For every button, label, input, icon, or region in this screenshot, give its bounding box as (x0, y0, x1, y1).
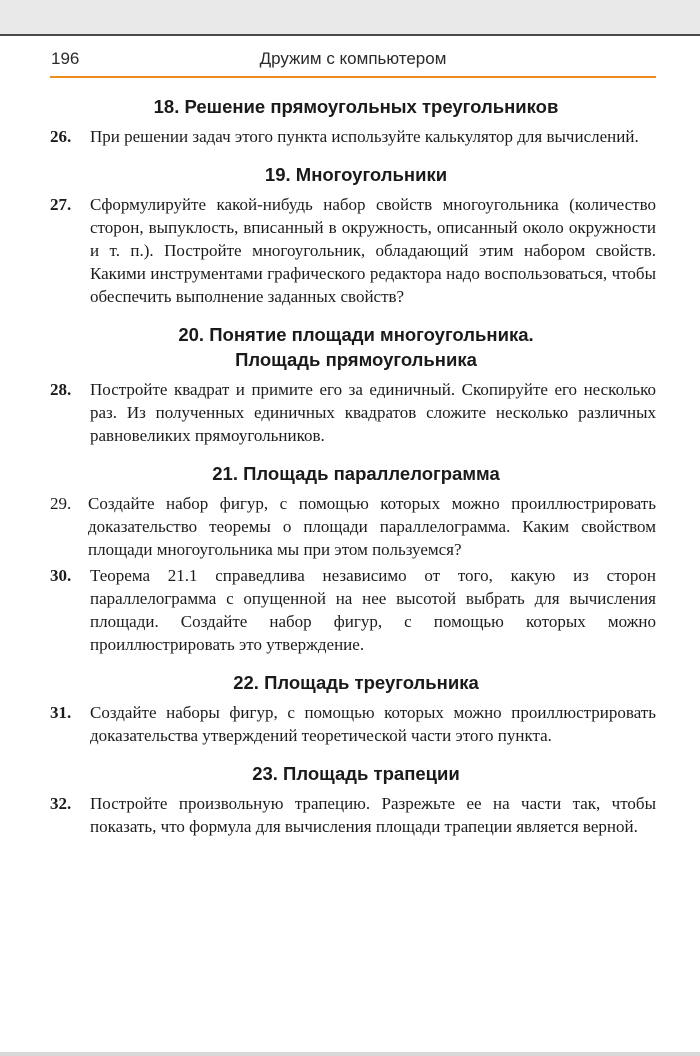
exercise-text: Постройте квадрат и примите его за единичный. Скопируйте его несколько раз. Из полученных единичных квадратов сложите несколько различных равновеликих прямоугольников. (90, 380, 656, 445)
exercise-text: Создайте наборы фигур, с помощью которых можно проиллюстрировать доказательства утверждений теоретической части этого пункта. (90, 703, 656, 745)
section-heading-18: 18. Решение прямоугольных треугольников (153, 96, 559, 117)
exercise-28 (50, 378, 656, 447)
exercise-text: Теорема 21.1 справедлива независимо от того, какую из сторон параллелограмма с опущенной на нее высотой выбрать для вычисления площади. Создайте набор фигур, с помощью которых можно проиллюстрировать это утверждение. (90, 566, 656, 654)
page-number: 196 (51, 49, 80, 68)
section-heading-20: 20. Понятие площади многоугольника. Площадь прямоугольника (178, 324, 534, 370)
exercise-30 (50, 564, 656, 656)
exercise-text: Сформулируйте какой-нибудь набор свойств многоугольника (количество сторон, выпуклость, вписанный в окружность, описанный около окружности и т. п.). Постройте многоугольник, обладающий этим набором свойств. Какими инструментами графического редактора надо воспользоваться, чтобы обеспечить выполнение заданных свойств? (90, 195, 656, 306)
exercise-number: 26. (50, 127, 72, 146)
section-heading-23: 23. Площадь трапеции (252, 763, 460, 784)
section-heading-22: 22. Площадь треугольника (233, 672, 479, 693)
running-header (50, 44, 656, 78)
exercise-text: Постройте произвольную трапецию. Разрежьте ее на части так, чтобы показать, что формула для вычисления площади трапеции является верной. (90, 794, 656, 836)
section-heading-21: 21. Площадь параллелограмма (212, 463, 500, 484)
viewer-top-bar (0, 0, 700, 36)
exercise-number: 30. (50, 566, 72, 585)
book-page (50, 44, 656, 838)
running-title: Дружим с компьютером (259, 49, 447, 68)
exercise-31 (50, 701, 656, 747)
exercise-27 (50, 193, 656, 308)
exercise-29 (50, 492, 656, 561)
exercise-number: 32. (50, 794, 72, 813)
exercise-number: 29. (50, 494, 72, 513)
section-heading-19: 19. Многоугольники (264, 164, 448, 185)
exercise-26 (50, 125, 656, 148)
exercise-number: 27. (50, 195, 72, 214)
exercise-number: 31. (50, 703, 72, 722)
exercise-number: 28. (50, 380, 72, 399)
exercise-text: Создайте набор фигур, с помощью которых можно проиллюстрировать доказательство теоремы о площади параллелограмма. Каким свойством площади многоугольника мы при этом пользуемся? (88, 494, 656, 559)
exercise-32 (50, 792, 656, 838)
viewer-bottom-bar (0, 1052, 700, 1056)
exercise-text: При решении задач этого пункта используйте калькулятор для вычислений. (90, 127, 639, 146)
